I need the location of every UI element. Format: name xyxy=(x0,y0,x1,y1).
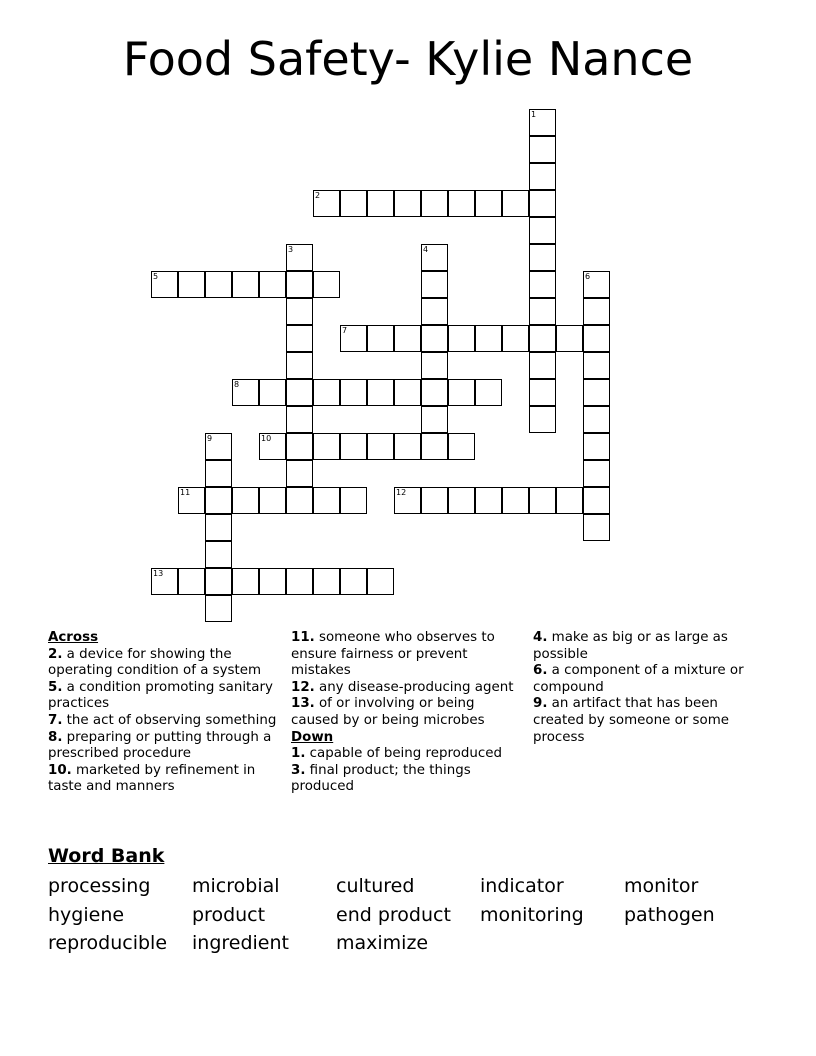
clue-item-number: 6. xyxy=(533,663,548,679)
clue-number: 7 xyxy=(342,326,348,335)
word-bank-item: end product xyxy=(336,903,451,926)
grid-cell[interactable] xyxy=(205,487,232,514)
word-bank-item: ingredient xyxy=(192,932,289,954)
grid-cell[interactable] xyxy=(313,568,340,595)
clue-item-text: capable of being reproduced xyxy=(305,746,502,762)
clue-item-text: any disease-producing agent xyxy=(314,679,514,695)
word-bank-item: cultured xyxy=(336,875,415,897)
grid-cell[interactable] xyxy=(583,298,610,325)
grid-cell[interactable] xyxy=(421,190,448,217)
grid-cell[interactable] xyxy=(502,190,529,217)
grid-cell[interactable] xyxy=(232,271,259,298)
grid-cell[interactable] xyxy=(583,433,610,460)
clue-item-number: 10. xyxy=(48,762,72,778)
grid-cell[interactable] xyxy=(286,406,313,433)
grid-cell[interactable] xyxy=(448,433,475,460)
grid-cell[interactable] xyxy=(529,271,556,298)
grid-cell[interactable] xyxy=(205,460,232,487)
grid-cell[interactable] xyxy=(313,433,340,460)
grid-cell[interactable] xyxy=(340,568,367,595)
word-bank-item: processing xyxy=(48,875,151,897)
clue-item xyxy=(291,696,517,729)
grid-cell[interactable] xyxy=(583,379,610,406)
clue-number: 1 xyxy=(531,110,537,119)
grid-cell[interactable] xyxy=(529,325,556,352)
word-bank-item: monitoring xyxy=(480,903,584,926)
clue-item-text: the act of observing something xyxy=(62,712,277,728)
word-bank-item: product xyxy=(192,903,266,926)
clue-number: 9 xyxy=(207,434,213,443)
grid-cell[interactable] xyxy=(421,298,448,325)
grid-cell[interactable] xyxy=(475,487,502,514)
grid-cell[interactable] xyxy=(421,325,448,352)
grid-cell[interactable] xyxy=(367,379,394,406)
grid-cell[interactable] xyxy=(205,595,232,622)
word-bank-item: monitor xyxy=(624,875,699,897)
grid-cell[interactable] xyxy=(529,190,556,217)
clue-item xyxy=(291,630,517,680)
clue-item-text: a device for showing the operating condition of a system xyxy=(48,646,262,679)
clue-item-number: 2. xyxy=(48,646,63,662)
clue-item-text: marketed by refinement in taste and manners xyxy=(48,762,256,795)
grid-cell[interactable] xyxy=(394,379,421,406)
clue-item xyxy=(291,680,517,697)
page-title: Food Safety- Kylie Nance xyxy=(122,32,694,86)
grid-cell[interactable] xyxy=(286,460,313,487)
grid-cell[interactable] xyxy=(502,487,529,514)
grid-cell[interactable] xyxy=(286,271,313,298)
clue-item xyxy=(48,763,284,796)
clue-number: 11 xyxy=(180,488,191,497)
clue-item-text: make as big or as large as possible xyxy=(533,630,728,662)
clue-item-text: an artifact that has been created by someone or some process xyxy=(533,696,729,745)
clue-number: 5 xyxy=(153,272,159,281)
grid-cell[interactable] xyxy=(475,379,502,406)
clue-number: 13 xyxy=(153,569,164,578)
grid-cell[interactable] xyxy=(313,379,340,406)
clue-item-number: 3. xyxy=(291,762,306,778)
grid-cell[interactable] xyxy=(583,487,610,514)
clue-item-number: 9. xyxy=(533,696,548,712)
clue-heading: Down xyxy=(291,729,334,745)
grid-cell[interactable] xyxy=(394,190,421,217)
grid-cell[interactable] xyxy=(556,487,583,514)
word-bank-item: indicator xyxy=(480,875,564,897)
word-bank-item: microbial xyxy=(192,875,280,897)
grid-cell[interactable] xyxy=(259,271,286,298)
clue-item xyxy=(291,746,517,763)
grid-cell[interactable] xyxy=(367,325,394,352)
grid-cell[interactable] xyxy=(421,433,448,460)
grid-cell[interactable] xyxy=(205,568,232,595)
grid-cell[interactable] xyxy=(394,325,421,352)
clue-item-number: 8. xyxy=(48,729,63,745)
clue-number: 6 xyxy=(585,272,591,281)
clue-column-1 xyxy=(48,630,284,796)
grid-cell[interactable] xyxy=(259,487,286,514)
grid-cell[interactable] xyxy=(286,298,313,325)
clue-item xyxy=(48,730,284,763)
grid-cell[interactable] xyxy=(232,487,259,514)
clue-item xyxy=(48,680,284,713)
grid-cell[interactable] xyxy=(340,487,367,514)
grid-cell[interactable] xyxy=(394,433,421,460)
grid-cell[interactable] xyxy=(529,352,556,379)
clue-item xyxy=(291,763,517,796)
grid-cell[interactable] xyxy=(205,514,232,541)
grid-cell[interactable] xyxy=(448,487,475,514)
grid-cell[interactable] xyxy=(421,271,448,298)
grid-cell[interactable] xyxy=(529,298,556,325)
clue-item-number: 12. xyxy=(291,679,315,695)
grid-cell[interactable] xyxy=(178,568,205,595)
grid-cell[interactable] xyxy=(205,271,232,298)
grid-cell[interactable] xyxy=(340,190,367,217)
grid-cell[interactable] xyxy=(286,325,313,352)
grid-cell[interactable] xyxy=(448,379,475,406)
grid-cell[interactable] xyxy=(205,541,232,568)
grid-cell[interactable] xyxy=(259,568,286,595)
clue-item xyxy=(533,630,753,663)
grid-cell[interactable] xyxy=(448,190,475,217)
clue-item-number: 4. xyxy=(533,630,548,645)
grid-cell[interactable] xyxy=(583,514,610,541)
word-bank-item: reproducible xyxy=(48,932,168,954)
clue-number: 3 xyxy=(288,245,294,254)
clue-item-number: 1. xyxy=(291,746,306,762)
grid-cell[interactable] xyxy=(421,487,448,514)
grid-cell[interactable] xyxy=(529,244,556,271)
grid-cell[interactable] xyxy=(475,190,502,217)
clue-column-3 xyxy=(533,630,753,746)
word-bank-title: Word Bank xyxy=(48,845,165,867)
clue-column-2 xyxy=(291,630,517,796)
clue-item xyxy=(48,647,284,680)
clue-number: 2 xyxy=(315,191,321,200)
grid-cell[interactable] xyxy=(583,460,610,487)
grid-cell[interactable] xyxy=(286,379,313,406)
grid-cell[interactable] xyxy=(502,325,529,352)
clue-item xyxy=(533,696,753,746)
grid-cell[interactable] xyxy=(178,271,205,298)
grid-cell[interactable] xyxy=(313,271,340,298)
grid-cell[interactable] xyxy=(583,325,610,352)
grid-cell[interactable] xyxy=(529,406,556,433)
grid-cell[interactable] xyxy=(313,487,340,514)
clue-item-text: final product; the things produced xyxy=(291,762,471,795)
clue-number: 8 xyxy=(234,380,240,389)
word-bank-item: maximize xyxy=(336,932,429,954)
grid-cell[interactable] xyxy=(367,568,394,595)
grid-cell[interactable] xyxy=(421,352,448,379)
grid-cell[interactable] xyxy=(340,379,367,406)
clue-item-number: 13. xyxy=(291,696,315,712)
clue-item-text: preparing or putting through a prescribed procedure xyxy=(48,729,272,762)
grid-cell[interactable] xyxy=(367,190,394,217)
clue-number: 10 xyxy=(261,434,272,443)
clue-item-text: a condition promoting sanitary practices xyxy=(48,679,273,712)
grid-cell[interactable] xyxy=(259,379,286,406)
grid-cell[interactable] xyxy=(475,325,502,352)
grid-cell[interactable] xyxy=(529,136,556,163)
clue-number: 12 xyxy=(396,488,407,497)
grid-cell[interactable] xyxy=(529,379,556,406)
grid-cell[interactable] xyxy=(286,568,313,595)
grid-cell[interactable] xyxy=(556,325,583,352)
grid-cell[interactable] xyxy=(421,406,448,433)
clue-item-number: 11. xyxy=(291,630,315,645)
grid-cell[interactable] xyxy=(340,433,367,460)
grid-cell[interactable] xyxy=(529,487,556,514)
grid-cell[interactable] xyxy=(367,433,394,460)
grid-cell[interactable] xyxy=(286,433,313,460)
clue-item-text: of or involving or being caused by or being microbes xyxy=(291,696,485,728)
clue-item xyxy=(48,713,284,730)
clue-heading: Across xyxy=(48,630,99,645)
grid-cell[interactable] xyxy=(232,568,259,595)
grid-cell[interactable] xyxy=(583,352,610,379)
clue-item-number: 7. xyxy=(48,712,63,728)
grid-cell[interactable] xyxy=(448,325,475,352)
grid-cell[interactable] xyxy=(286,487,313,514)
clue-item-number: 5. xyxy=(48,679,63,695)
clue-number: 4 xyxy=(423,245,429,254)
grid-cell[interactable] xyxy=(286,352,313,379)
grid-cell[interactable] xyxy=(583,406,610,433)
word-bank-item: hygiene xyxy=(48,903,125,926)
clue-item xyxy=(533,663,753,696)
grid-cell[interactable] xyxy=(529,217,556,244)
grid-cell[interactable] xyxy=(529,163,556,190)
clue-item-text: someone who observes to ensure fairness or prevent mistakes xyxy=(291,630,495,679)
clue-item-text: a component of a mixture or compound xyxy=(533,663,744,695)
grid-cell[interactable] xyxy=(421,379,448,406)
word-bank-item: pathogen xyxy=(624,903,715,926)
